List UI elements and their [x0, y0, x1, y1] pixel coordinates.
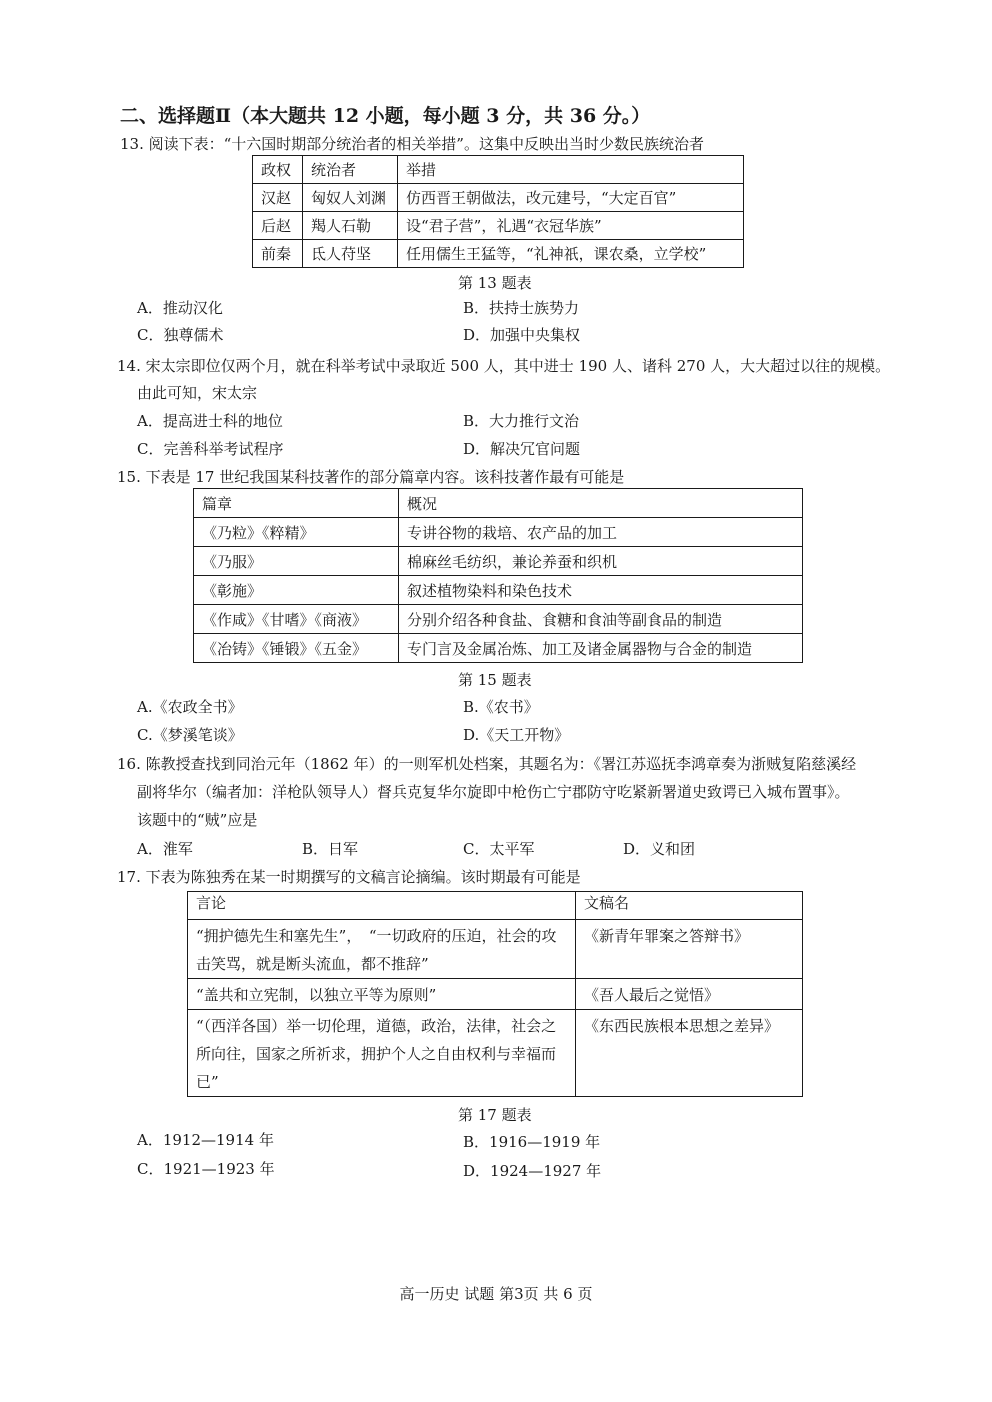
table-cell: 分别介绍各种食盐、食糖和食油等副食品的制造: [399, 605, 803, 634]
q16-stem-cont: 副将华尔（编者加：洋枪队领导人）督兵克复华尔旋即中枪伤亡宁郡防守吃紧新署道史致谔已入城布置事》。: [137, 783, 850, 801]
q14-stem: 14. 宋太宗即位仅两个月，就在科举考试中录取近 500 人，其中进士 190 人、诸科 270 人，大大超过以往的规模。: [117, 357, 891, 375]
q14-option-a[interactable]: A．提高进士科的地位: [137, 412, 283, 430]
table-header: 文稿名: [576, 892, 803, 920]
table-header: 篇章: [194, 489, 399, 518]
q16-stem-cont2: 该题中的“贼”应是: [137, 811, 258, 829]
q13-option-a[interactable]: A．推动汉化: [137, 299, 223, 317]
table-cell: 《乃粒》《粹精》: [194, 518, 399, 547]
q16-option-d[interactable]: D．义和团: [623, 840, 696, 858]
table-cell: 仿西晋王朝做法，改元建号，“大定百官”: [398, 184, 744, 212]
table-cell: 《乃服》: [194, 547, 399, 576]
section-heading: 二、选择题Ⅱ（本大题共 12 小题，每小题 3 分，共 36 分。）: [120, 105, 651, 127]
q14-option-b[interactable]: B．大力推行文治: [463, 412, 580, 430]
q13-caption: 第 13 题表: [458, 274, 532, 292]
q14-option-c[interactable]: C．完善科举考试程序: [137, 440, 284, 458]
q14-option-d[interactable]: D．解决冗官问题: [463, 440, 581, 458]
table-cell: 任用儒生王猛等，“礼神祇，课农桑，立学校”: [398, 240, 744, 268]
q17-table: [187, 891, 803, 1097]
q17-stem: 17. 下表为陈独秀在某一时期撰写的文稿言论摘编。该时期最有可能是: [117, 868, 581, 886]
q15-table: [193, 488, 803, 663]
table-cell: 专门言及金属冶炼、加工及诸金属器物与合金的制造: [399, 634, 803, 663]
q16-stem: 16. 陈教授查找到同治元年（1862 年）的一则军机处档案，其题名为：《署江苏巡抚李鸿章奏为浙贼复陷慈溪经: [117, 755, 857, 773]
table-cell: “盖共和立宪制，以独立平等为原则”: [188, 979, 576, 1010]
table-cell: 《彰施》: [194, 576, 399, 605]
q17-option-b[interactable]: B．1916—1919 年: [463, 1133, 601, 1151]
q13-option-d[interactable]: D．加强中央集权: [463, 326, 581, 344]
q13-option-b[interactable]: B．扶持士族势力: [463, 299, 580, 317]
table-header: 政权: [253, 156, 303, 184]
table-cell: 棉麻丝毛纺织，兼论养蚕和织机: [399, 547, 803, 576]
page-footer: 高一历史 试题 第3页 共 6 页: [399, 1285, 593, 1303]
table-cell: 《冶铸》《锤锻》《五金》: [194, 634, 399, 663]
table-cell: 《作咸》《甘嗜》《商液》: [194, 605, 399, 634]
q15-caption: 第 15 题表: [458, 671, 532, 689]
table-header: 统治者: [303, 156, 398, 184]
table-cell: 《吾人最后之觉悟》: [576, 979, 803, 1010]
q15-stem: 15. 下表是 17 世纪我国某科技著作的部分篇章内容。该科技著作最有可能是: [117, 468, 625, 486]
q16-option-b[interactable]: B．日军: [302, 840, 359, 858]
q17-option-a[interactable]: A．1912—1914 年: [137, 1131, 274, 1149]
q16-option-c[interactable]: C．太平军: [463, 840, 535, 858]
table-cell: 前秦: [253, 240, 303, 268]
q14-stem-cont: 由此可知，宋太宗: [137, 384, 258, 402]
table-cell: 汉赵: [253, 184, 303, 212]
table-cell: 专讲谷物的栽培、农产品的加工: [399, 518, 803, 547]
table-cell: 设“君子营”，礼遇“衣冠华族”: [398, 212, 744, 240]
table-cell: 《新青年罪案之答辩书》: [576, 920, 803, 979]
table-cell: 羯人石勒: [303, 212, 398, 240]
table-cell: “（西洋各国）举一切伦理，道德，政治，法律，社会之所向往，国家之所祈求，拥护个人之自由权利与幸福而已”: [188, 1010, 576, 1097]
q15-option-d[interactable]: D.《天工开物》: [463, 726, 570, 744]
table-cell: 氐人苻坚: [303, 240, 398, 268]
q17-caption: 第 17 题表: [458, 1106, 532, 1124]
table-cell: 叙述植物染料和染色技术: [399, 576, 803, 605]
q13-table: [252, 155, 744, 268]
table-cell: 《东西民族根本思想之差异》: [576, 1010, 803, 1097]
table-header: 概况: [399, 489, 803, 518]
q17-option-d[interactable]: D．1924—1927 年: [463, 1162, 602, 1180]
q17-option-c[interactable]: C．1921—1923 年: [137, 1160, 275, 1178]
table-cell: 匈奴人刘渊: [303, 184, 398, 212]
q13-stem: 13. 阅读下表：“十六国时期部分统治者的相关举措”。这集中反映出当时少数民族统治者: [120, 135, 704, 153]
q13-option-c[interactable]: C．独尊儒术: [137, 326, 224, 344]
q15-option-c[interactable]: C.《梦溪笔谈》: [137, 726, 243, 744]
table-header: 言论: [188, 892, 576, 920]
q15-option-b[interactable]: B.《农书》: [463, 698, 539, 716]
table-header: 举措: [398, 156, 744, 184]
table-cell: 后赵: [253, 212, 303, 240]
q15-option-a[interactable]: A.《农政全书》: [137, 698, 243, 716]
q16-option-a[interactable]: A．淮军: [137, 840, 193, 858]
table-cell: “拥护德先生和塞先生”， “一切政府的压迫，社会的攻击笑骂，就是断头流血，都不推辞”: [188, 920, 576, 979]
